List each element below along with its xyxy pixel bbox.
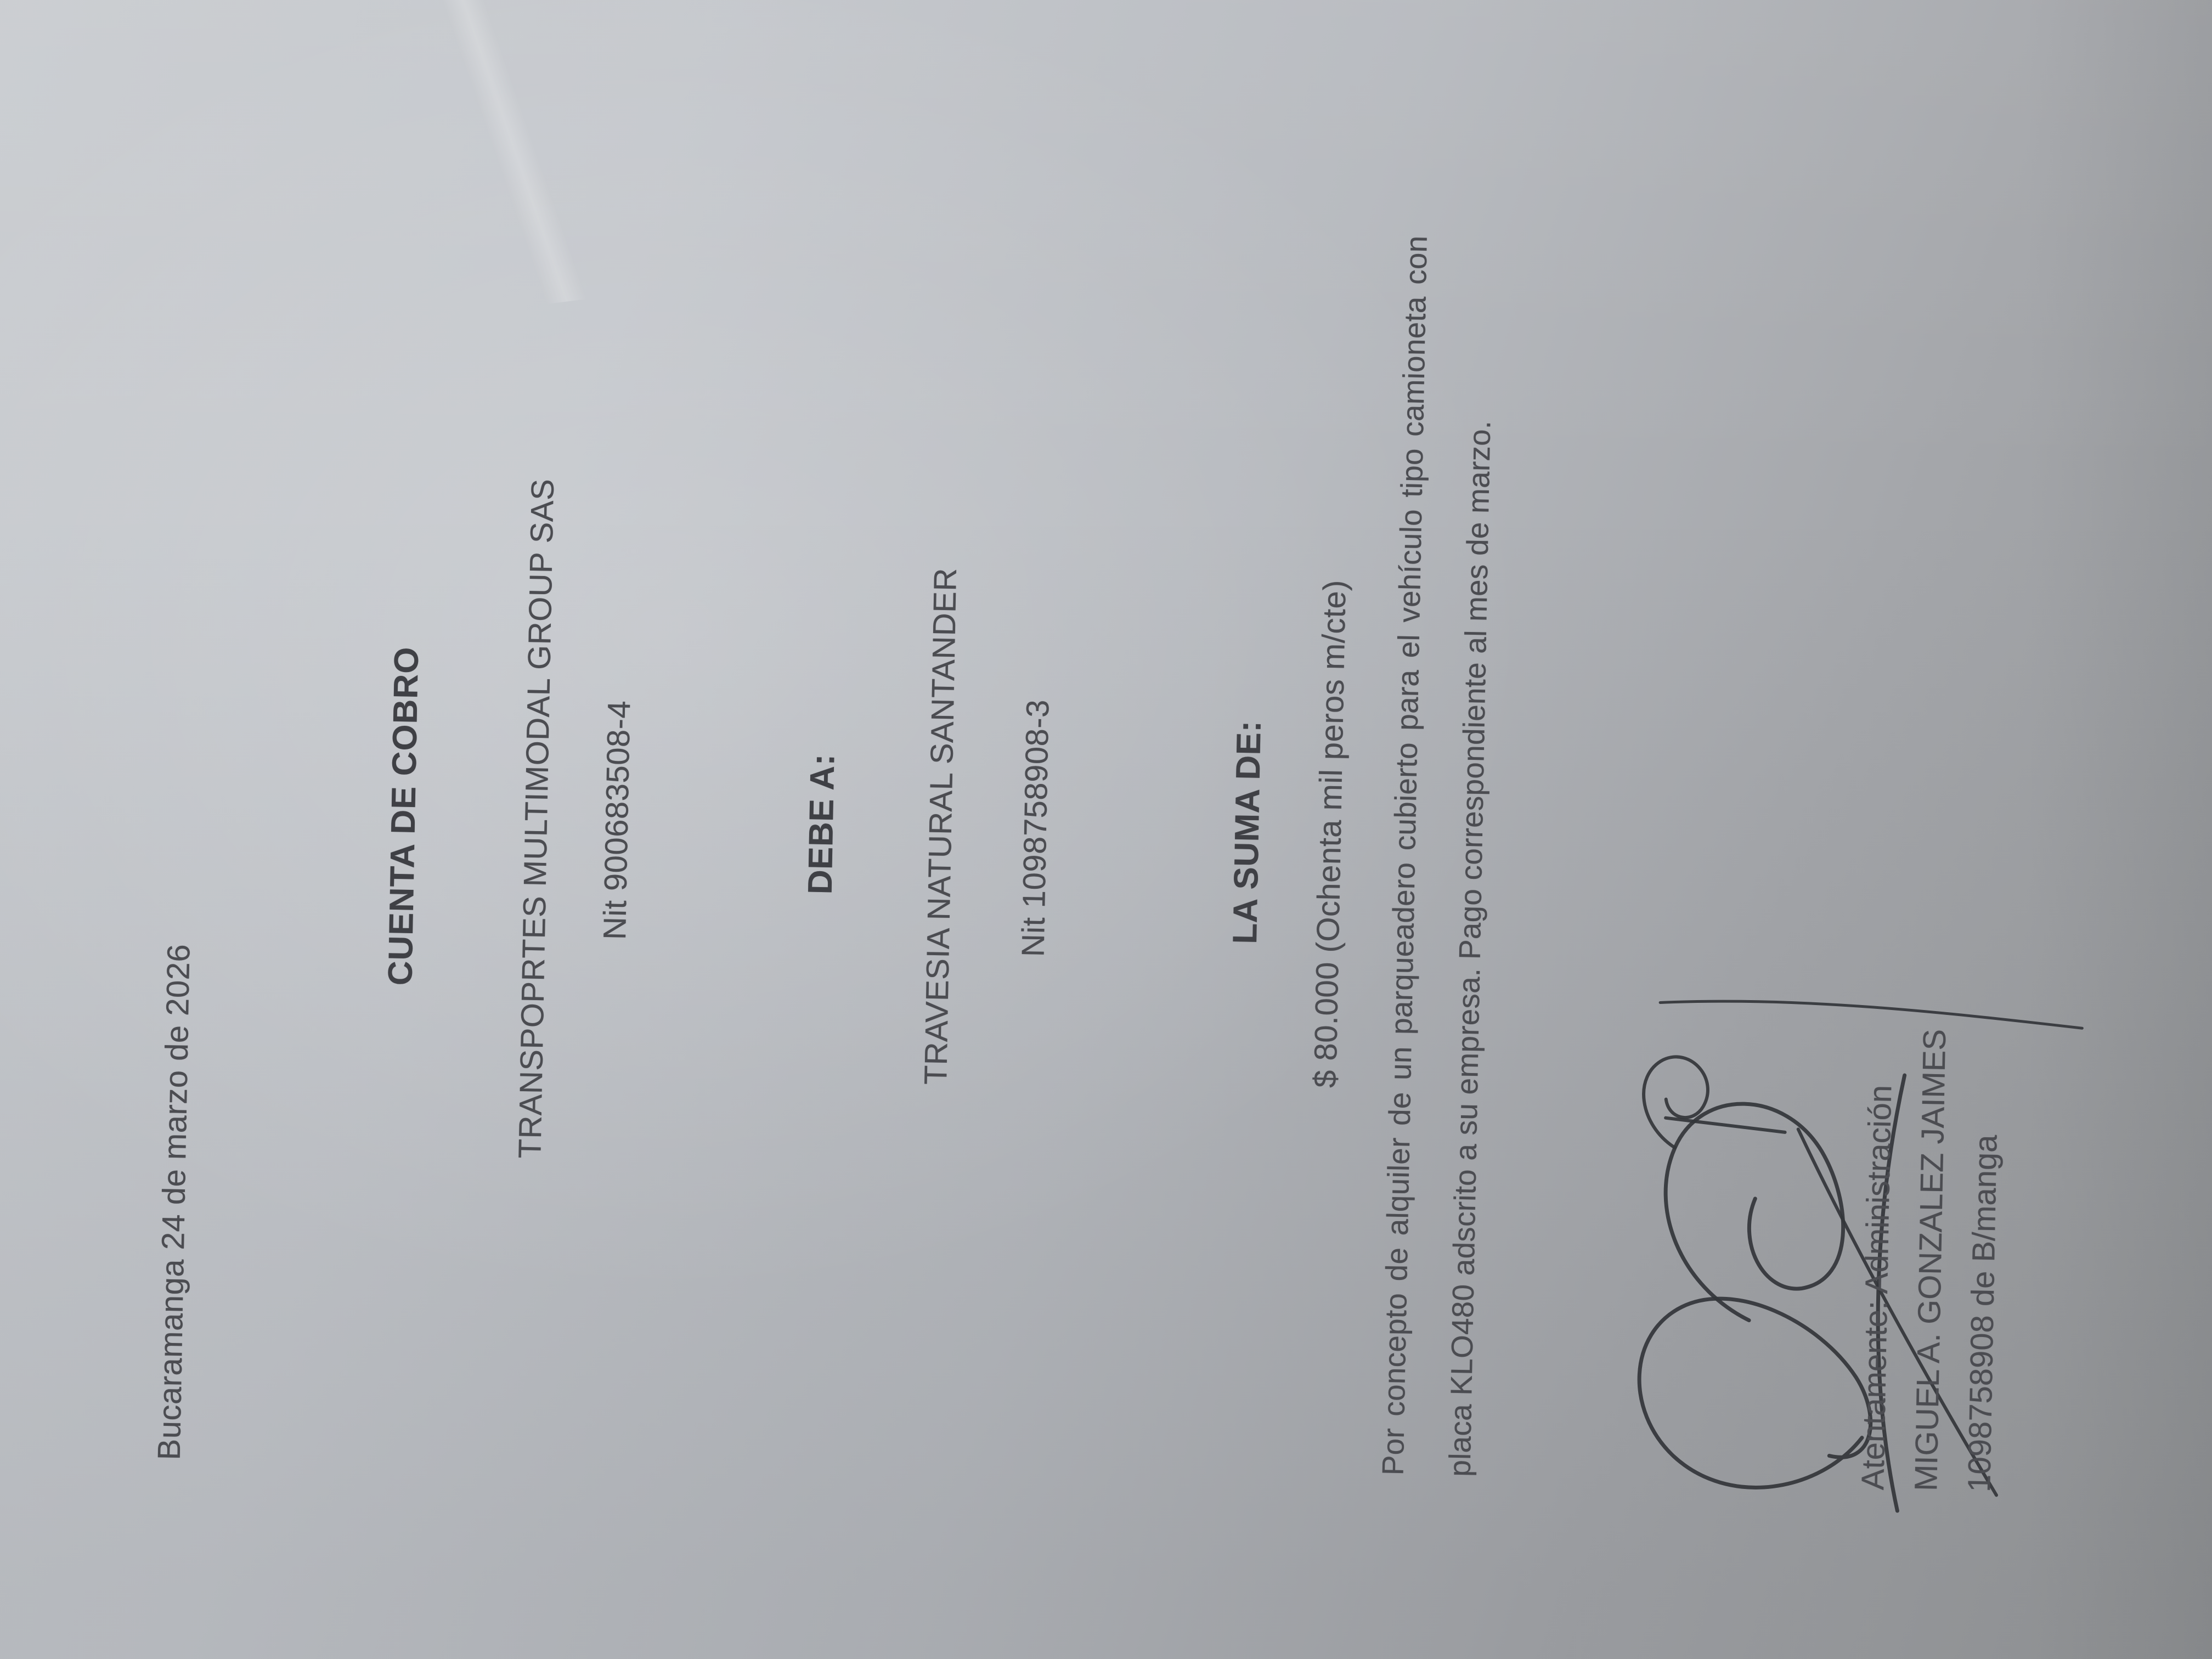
closing-salutation: Atentamente: Administración [1855,1085,1899,1491]
creditor-nit: Nit 900683508-4 [596,700,637,940]
concept-line-1: Por concepto de alquiler de un parqueadero cubierto para el vehículo tipo camioneta con [1375,235,1434,1476]
signer-id: 1098758908 de B/manga [1961,1134,2004,1493]
debtor-nit: Nit 1098758908-3 [1015,699,1056,957]
debtor-heading: DEBE A: [801,753,842,895]
document-title: CUENTA DE COBRO [381,646,426,986]
date-line: Bucaramanga 24 de marzo de 2026 [151,944,197,1461]
amount-value: $ 80.000 (Ochenta mil peros m/cte) [1307,579,1353,1088]
creditor-name: TRANSPOPRTES MULTIMODAL GROUP SAS [512,478,561,1159]
concept-line-2: placa KLO480 adscrito a su empresa. Pago correspondiente al mes de marzo. [1442,420,1497,1477]
debtor-name: TRAVESIA NATURAL SANTANDER [918,567,964,1085]
closing-block [1846,1028,2015,1493]
signer-name: MIGUEL A. GONZALEZ JAIMES [1908,1029,1953,1492]
amount-heading: LA SUMA DE: [1226,720,1268,945]
